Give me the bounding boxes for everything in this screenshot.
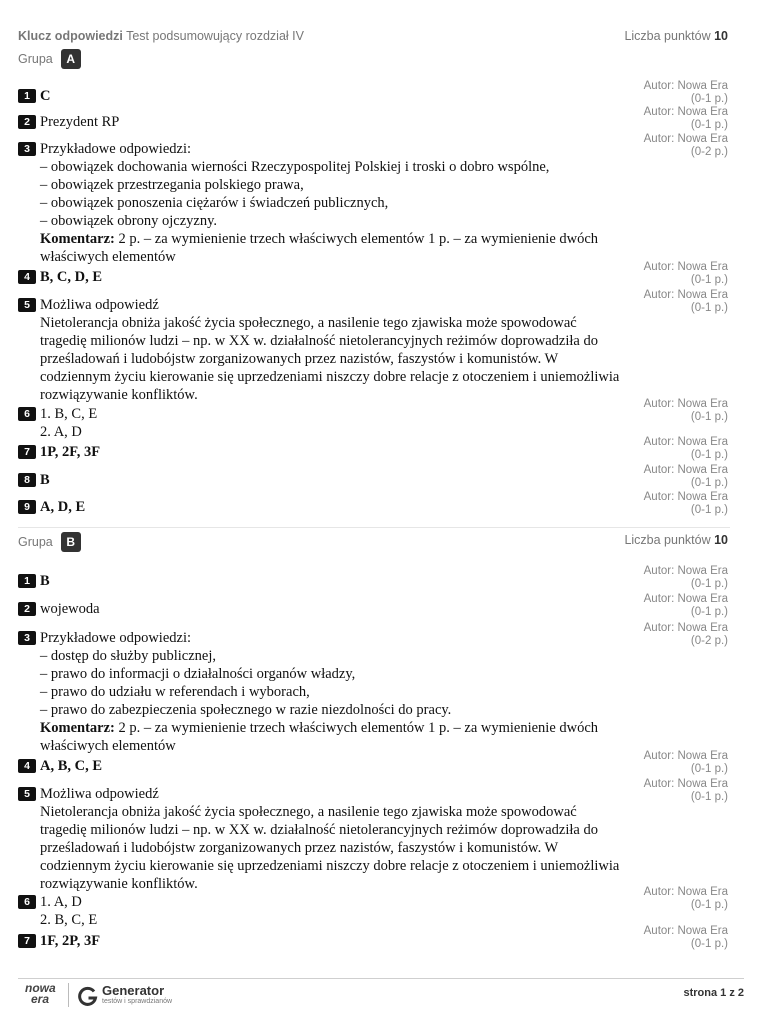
answer-text: Przykładowe odpowiedzi: [40, 630, 192, 646]
answer-text: wojewoda [40, 601, 100, 617]
points-range: (0-1 p.) [690, 302, 728, 314]
answer-content [40, 443, 625, 461]
answer-item [18, 289, 728, 404]
points-range: (0-1 p.) [690, 274, 728, 286]
question-number-badge: 6 [18, 407, 36, 421]
answer-line [40, 212, 625, 230]
generator-title: Generator [102, 983, 165, 998]
answer-line [40, 785, 625, 803]
answer-line [40, 87, 625, 105]
answer-text: – prawo do udziału w referendach i wyborach, [40, 684, 310, 700]
answer-line [40, 719, 625, 755]
answer-content [40, 471, 625, 489]
answer-content [40, 932, 625, 950]
author-label: Autor: Nowa Era [643, 750, 728, 762]
answer-item [18, 133, 728, 266]
nowa-era-logo [25, 983, 59, 1009]
answer-text: B, C, D, E [40, 269, 103, 285]
answer-line [40, 296, 625, 314]
points-total [624, 29, 728, 43]
question-number-badge: 3 [18, 631, 36, 645]
answer-meta [644, 436, 728, 462]
author-label: Autor: Nowa Era [643, 593, 728, 605]
points-range: (0-2 p.) [690, 635, 728, 647]
question-number-badge: 1 [18, 89, 36, 103]
points-range: (0-1 p.) [690, 899, 728, 911]
answer-text: 1. A, D [40, 894, 82, 910]
question-number-badge: 9 [18, 500, 36, 514]
answer-text: Możliwa odpowiedź [40, 786, 159, 802]
group-b-header [18, 531, 81, 553]
answer-text: Nietolerancja obniża jakość życia społecznego, a nasilenie tego zjawiska może spowodować tragedię milionów ludzi – np. w XX w. działalność nietolerancyjnych reżimów doprowadziła do prześladowań i ludobójstw zorganizowanych przez nazistów, faszystów i komunistów. W codziennym życiu kierowanie się uprzedzeniami niszczy dobre relacje z otoczeniem i uniemożliwia rozwiązywanie konfliktów. [40, 315, 620, 403]
answer-line [40, 268, 625, 286]
answer-content [40, 405, 625, 441]
answer-meta [644, 106, 728, 132]
answer-line [40, 683, 625, 701]
logo-divider [68, 983, 69, 1007]
answer-meta [644, 261, 728, 287]
points-range: (0-1 p.) [690, 578, 728, 590]
answer-line [40, 194, 625, 212]
author-label: Autor: Nowa Era [643, 436, 728, 448]
answer-text: – prawo do zabezpieczenia społecznego w razie niezdolności do pracy. [40, 702, 452, 718]
points-range: (0-1 p.) [690, 606, 728, 618]
answer-text: 2. A, D [40, 424, 82, 440]
document-title: Klucz odpowiedzi [18, 29, 123, 43]
answer-text: Przykładowe odpowiedzi: [40, 141, 192, 157]
answer-line [40, 701, 625, 719]
answer-text: – obowiązek obrony ojczyzny. [40, 213, 218, 229]
answer-meta [644, 398, 728, 424]
answer-item [18, 565, 728, 590]
answer-meta [644, 464, 728, 490]
answer-content [40, 140, 625, 266]
answer-line [40, 314, 625, 404]
answer-text: B [40, 573, 50, 589]
group-label: Grupa [18, 52, 53, 66]
points-value: 10 [714, 29, 728, 43]
answer-line [40, 443, 625, 461]
question-number-badge: 7 [18, 934, 36, 948]
answer-text: C [40, 88, 51, 104]
answer-item [18, 491, 728, 516]
answer-text: 2 p. – za wymienienie trzech właściwych elementów 1 p. – za wymienienie dwóch właściwych elementów [40, 720, 599, 754]
answer-text: – prawo do informacji o działalności organów władzy, [40, 666, 356, 682]
answer-meta [644, 565, 728, 591]
answer-text: B [40, 472, 50, 488]
group-separator [18, 527, 730, 528]
answer-text: – obowiązek ponoszenia ciężarów i świadczeń publicznych, [40, 195, 389, 211]
question-number-badge: 4 [18, 759, 36, 773]
author-label: Autor: Nowa Era [643, 778, 728, 790]
answer-text: A, D, E [40, 499, 86, 515]
question-number-badge: 4 [18, 270, 36, 284]
answer-item [18, 398, 728, 441]
group-label: Grupa [18, 535, 53, 549]
answer-item [18, 622, 728, 755]
answer-text: Nietolerancja obniża jakość życia społecznego, a nasilenie tego zjawiska może spowodować tragedię milionów ludzi – np. w XX w. działalność nietolerancyjnych reżimów doprowadziła do prześladowań i ludobójstw zorganizowanych przez nazistów, faszystów i komunistów. W codziennym życiu kierowanie się uprzedzeniami niszczy dobre relacje z otoczeniem i uniemożliwia rozwiązywanie konfliktów. [40, 804, 620, 892]
author-label: Autor: Nowa Era [643, 491, 728, 503]
answer-line [40, 498, 625, 516]
points-range: (0-1 p.) [690, 449, 728, 461]
question-number-badge: 3 [18, 142, 36, 156]
group-badge: A [61, 49, 81, 69]
answer-content [40, 572, 625, 590]
question-number-badge: 5 [18, 787, 36, 801]
answer-line [40, 176, 625, 194]
answer-text: 1P, 2F, 3F [40, 444, 101, 460]
author-label: Autor: Nowa Era [643, 464, 728, 476]
answer-text: 1F, 2P, 3F [40, 933, 101, 949]
page-footer [22, 983, 744, 1009]
answer-content [40, 893, 625, 929]
points-value: 10 [714, 533, 728, 547]
answer-content [40, 629, 625, 755]
answer-item [18, 886, 728, 929]
answer-line [40, 405, 625, 423]
question-number-badge: 1 [18, 574, 36, 588]
answer-text: 2 p. – za wymienienie trzech właściwych elementów 1 p. – za wymienienie dwóch właściwych elementów [40, 231, 599, 265]
answer-item [18, 778, 728, 893]
comment-label: Komentarz: [40, 720, 115, 736]
points-range: (0-1 p.) [690, 411, 728, 423]
author-label: Autor: Nowa Era [643, 398, 728, 410]
answer-line [40, 140, 625, 158]
answer-content [40, 498, 625, 516]
author-label: Autor: Nowa Era [643, 886, 728, 898]
answer-content [40, 600, 625, 618]
answer-text: Prezydent RP [40, 114, 120, 130]
answer-item [18, 436, 728, 461]
answer-meta [644, 593, 728, 619]
answer-content [40, 757, 625, 775]
author-label: Autor: Nowa Era [643, 565, 728, 577]
points-total [624, 533, 728, 547]
answer-meta [644, 289, 728, 315]
footer-divider [18, 978, 744, 979]
answer-item [18, 750, 728, 775]
document-header [18, 29, 728, 43]
group-badge: B [61, 532, 81, 552]
answer-meta [644, 750, 728, 776]
generator-subtitle: testów i sprawdzianów [102, 998, 173, 1005]
answer-item [18, 106, 728, 131]
answer-content [40, 268, 625, 286]
points-range: (0-2 p.) [690, 146, 728, 158]
answer-text: A, B, C, E [40, 758, 103, 774]
question-number-badge: 2 [18, 115, 36, 129]
answer-item [18, 261, 728, 286]
author-label: Autor: Nowa Era [643, 622, 728, 634]
answer-text: Możliwa odpowiedź [40, 297, 159, 313]
answer-item [18, 80, 728, 105]
author-label: Autor: Nowa Era [643, 133, 728, 145]
question-number-badge: 5 [18, 298, 36, 312]
logo-text-era: era [31, 992, 50, 1006]
answer-content [40, 296, 625, 404]
answer-line [40, 665, 625, 683]
answer-item [18, 464, 728, 489]
answer-meta [644, 622, 728, 648]
answer-item [18, 593, 728, 618]
points-label: Liczba punktów [624, 533, 711, 547]
answer-meta [644, 80, 728, 106]
answer-line [40, 230, 625, 266]
question-number-badge: 8 [18, 473, 36, 487]
answer-meta [644, 133, 728, 159]
points-range: (0-1 p.) [690, 791, 728, 803]
answer-meta [644, 925, 728, 951]
answer-text: – obowiązek dochowania wierności Rzeczypospolitej Polskiej i troski o dobro wspólne, [40, 159, 550, 175]
answer-line [40, 893, 625, 911]
author-label: Autor: Nowa Era [643, 925, 728, 937]
points-range: (0-1 p.) [690, 119, 728, 131]
answer-text: 1. B, C, E [40, 406, 98, 422]
comment-label: Komentarz: [40, 231, 115, 247]
generator-logo [78, 983, 172, 1009]
question-number-badge: 7 [18, 445, 36, 459]
answer-line [40, 423, 625, 441]
points-range: (0-1 p.) [690, 504, 728, 516]
answer-line [40, 572, 625, 590]
answer-content [40, 87, 625, 105]
author-label: Autor: Nowa Era [643, 261, 728, 273]
answer-line [40, 911, 625, 929]
answer-line [40, 803, 625, 893]
points-range: (0-1 p.) [690, 477, 728, 489]
answer-content [40, 785, 625, 893]
answer-text: 2. B, C, E [40, 912, 98, 928]
answer-text: – dostęp do służby publicznej, [40, 648, 216, 664]
answer-line [40, 158, 625, 176]
points-range: (0-1 p.) [690, 93, 728, 105]
question-number-badge: 2 [18, 602, 36, 616]
logo-text-nowa: nowa [25, 981, 56, 995]
question-number-badge: 6 [18, 895, 36, 909]
answer-item [18, 925, 728, 950]
answer-line [40, 600, 625, 618]
points-range: (0-1 p.) [690, 763, 728, 775]
author-label: Autor: Nowa Era [643, 80, 728, 92]
answer-meta [644, 778, 728, 804]
answer-meta [644, 491, 728, 517]
answer-text: – obowiązek przestrzegania polskiego prawa, [40, 177, 304, 193]
answer-line [40, 113, 625, 131]
page-number: strona 1 z 2 [683, 987, 744, 999]
answer-line [40, 629, 625, 647]
answer-line [40, 757, 625, 775]
answer-meta [644, 886, 728, 912]
group-a-header [18, 48, 81, 70]
author-label: Autor: Nowa Era [643, 106, 728, 118]
document-subtitle: Test podsumowujący rozdział IV [126, 29, 304, 43]
generator-g-icon [78, 986, 98, 1006]
answer-line [40, 932, 625, 950]
author-label: Autor: Nowa Era [643, 289, 728, 301]
answer-line [40, 471, 625, 489]
answer-line [40, 647, 625, 665]
answer-content [40, 113, 625, 131]
points-label: Liczba punktów [624, 29, 711, 43]
points-range: (0-1 p.) [690, 938, 728, 950]
